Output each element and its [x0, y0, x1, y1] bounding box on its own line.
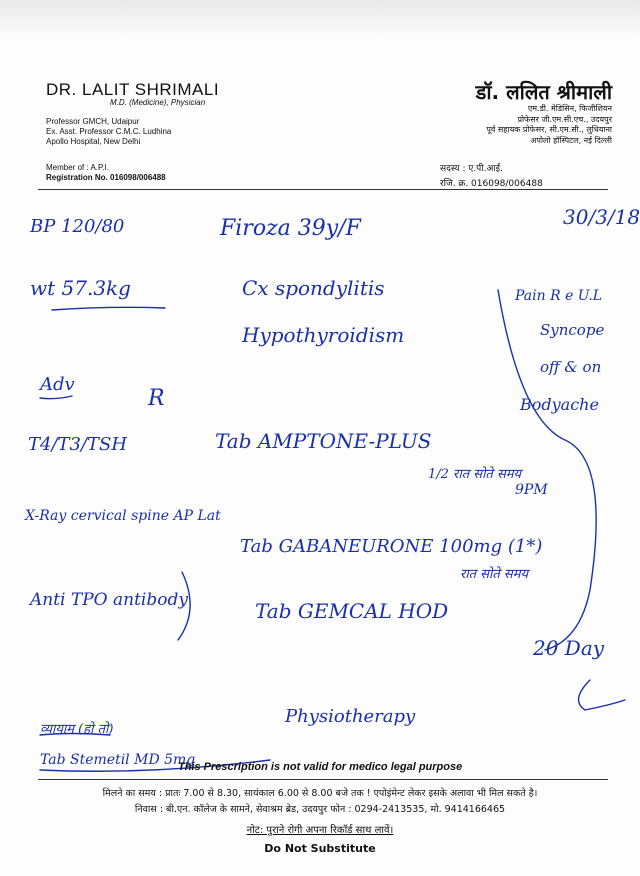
address-line: निवास : बी.एन. कॉलेज के सामने, सेवाश्रम ब्रेड, उदयपुर फोन : 0294-2413535, मो. 9414166465 [134, 804, 506, 815]
affiliation-line-hi: अपोलो हॉस्पिटल, नई दिल्ली [530, 135, 612, 145]
complaint-text: Bodyache [520, 395, 599, 414]
registration-line: Registration No. 016098/006488 [46, 173, 166, 182]
affiliation-line-hi: एम.डी. मेडिसिन, फिजीशियन [527, 104, 612, 113]
physio-text: Physiotherapy [285, 706, 416, 727]
patient-note: नोट: पुराने रोगी अपना रिकॉर्ड साथ लावें। [246, 825, 394, 836]
test-text: T4/T3/TSH [28, 434, 128, 455]
right-mark [579, 680, 625, 710]
rx-symbol: R [148, 386, 165, 411]
member-line: Member of : A.P.I. [46, 163, 109, 172]
affiliation-line-hi: प्रोफेसर जी.एम.सी.एच., उदयपुर [517, 114, 612, 124]
bp-text: BP 120/80 [30, 216, 125, 237]
date-text: 30/3/18 [563, 205, 640, 229]
affiliation-line: Professor GMCH, Udaipur [46, 117, 140, 126]
medicine-dose: रात सोते समय [460, 567, 529, 582]
footer-divider [38, 779, 608, 780]
registration-line-hi: रजि. क्र. 016098/006488 [440, 179, 543, 189]
test-text: X-Ray cervical spine AP Lat [25, 508, 221, 524]
complaint-text: Syncope [540, 321, 605, 339]
advice-text: Adv [40, 374, 75, 395]
doctor-name-hindi: डॉ. ललित श्रीमाली [475, 80, 612, 104]
doctor-degree-english: M.D. (Medicine), Physician [110, 98, 206, 107]
doctor-name-english: DR. LALIT SHRIMALI [46, 80, 220, 99]
extra-medicine-text: Tab Stemetil MD 5mg [40, 752, 196, 768]
complaint-text: Pain R e U.L [515, 288, 603, 304]
medicine-time: 9PM [515, 482, 548, 498]
affiliation-line: Ex. Asst. Professor C.M.C. Ludhina [46, 127, 172, 136]
weight-text: wt 57.3kg [30, 276, 131, 300]
medicine-dose: 1/2 रात सोते समय [428, 467, 522, 482]
do-not-substitute: Do Not Substitute [264, 842, 376, 855]
test-text: Anti TPO antibody [30, 590, 188, 610]
visiting-hours: मिलने का समय : प्रातः 7.00 से 8.30, सायंकाल 6.00 से 8.00 बजे तक ! एपोइंमेन्ट लेकर इसके अलावा भी मिल सकते है। [102, 788, 538, 799]
member-line-hi: सदस्य : ए.पी.आई. [440, 164, 503, 174]
medicine-name: Tab GABANEURONE 100mg (1*) [240, 536, 543, 557]
duration-text: 20 Day [533, 636, 605, 660]
affiliation-line-hi: पूर्व सहायक प्रोफेसर, सी.एम.सी., लुधियाना [486, 125, 612, 134]
patient-text: Firoza 39y/F [220, 216, 361, 241]
legal-disclaimer: This Prescription is not valid for medico legal purpose [178, 761, 463, 773]
affiliation-line: Apollo Hospital, New Delhi [46, 137, 141, 146]
adv-underline [40, 396, 72, 399]
diagnosis-text-1: Cx spondylitis [242, 276, 385, 300]
weight-underline [52, 307, 165, 310]
complaint-text: off & on [540, 358, 602, 376]
diagnosis-text-2: Hypothyroidism [242, 323, 405, 347]
exercise-text: व्यायाम (हो तो) [40, 722, 114, 737]
medicine-name: Tab GEMCAL HOD [255, 599, 449, 623]
medicine-name: Tab AMPTONE-PLUS [215, 429, 432, 453]
